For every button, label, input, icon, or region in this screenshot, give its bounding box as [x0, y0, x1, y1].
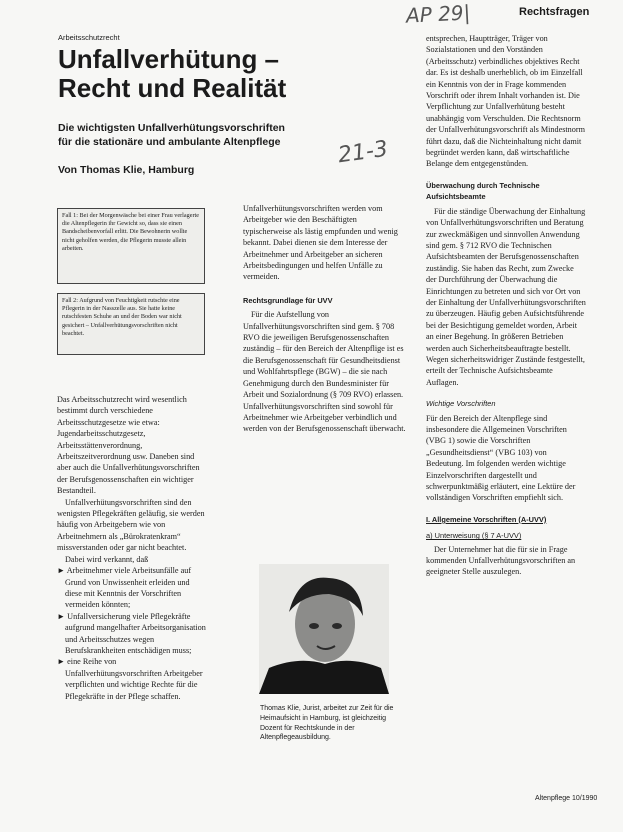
article-subtitle — [58, 122, 358, 149]
handwritten-marks: 21-3 — [336, 136, 390, 169]
subtitle-line-2: für die stationäre und ambulante Altenpflege — [58, 135, 281, 148]
subtitle-line-1: Die wichtigsten Unfallverhütungsvorschriften — [58, 122, 285, 134]
author-photo — [259, 564, 389, 694]
col3-heading-2: Wichtige Vorschriften — [426, 399, 496, 409]
column-1 — [57, 394, 207, 774]
section-label: Rechtsfragen — [519, 6, 590, 18]
portrait-icon — [259, 564, 389, 694]
case-box-1: Fall 1: Bei der Morgenwäsche bei einer Frau verlagerte die Altenpflegerin ihr Gewicht so, dass sie einen Bandscheibenvorfall erlitt. Die Bewohnerin wollte nicht geholfen werden, die Pflegerin musste allein arbeiten. — [57, 208, 205, 284]
col1-bullet-2: ► Unfallversicherung viele Pflegekräfte aufgrund mangelhafter Arbeitsorganisation und Arbeitsschutzes wegen Berufskrankheiten entschädigen muss; — [57, 611, 206, 655]
rubric-label: Arbeitsschutzrecht — [58, 33, 120, 42]
bullet-text: Arbeitnehmer viele Arbeitsunfälle auf Grund von Unwissenheit erleiden und diese mit Kenntnis der Vorschriften vermeiden könnten; — [65, 566, 192, 610]
handwritten-note: AP 29| — [405, 0, 471, 28]
case-box-2: Fall 2: Aufgrund von Feuchtigkeit rutschte eine Pflegerin in der Nasszelle aus. Sie hatte keine rutschfesten Schuhe an und der Boden war nicht gesichert – Unfallverhütungsvorschriften nicht beachtet. — [57, 293, 205, 355]
author-line: Von Thomas Klie, Hamburg — [58, 164, 195, 176]
bullet-text: eine Reihe von Unfallverhütungsvorschriften Arbeitgeber verpflichten und wichtige Rechte für die Pflegekräfte in der Pflege schaffen. — [65, 657, 203, 701]
col3-para-2: Für die ständige Überwachung der Einhaltung von Unfallverhütungsvorschriften und Beratung zur zweckmäßigen und sinnvollen Anwendung sind gem. § 712 RVO die Technischen Aufsichtsbeamten der Berufsgenossenschaften zuständig. Sie haben das Recht, zum Zwecke der Durchführung der Überwachung die Einrichtungen zu betreten und sich vor Ort von der Einhaltung der Unfallverhütungsvorschriften zu überzeugen. Häufig geben Aufsichtsführende bei der Besichtigung gemeldet worden, Arbeit an einer Begehung. In größeren Betrieben werden auch Sicherheitsbeauftragte bestellt. Wegen sicherheitswidriger Zustände festgestellt, erteilt der Technische Aufsichtsbeamte Auflagen. — [426, 206, 586, 387]
col1-bullet-1: ► Arbeitnehmer viele Arbeitsunfälle auf Grund von Unwissenheit erleiden und diese mit Kenntnis der Vorschriften vermeiden könnten; — [57, 566, 192, 610]
col2-para-2: Für die Aufstellung von Unfallverhütungsvorschriften sind gem. § 708 RVO die jeweiligen Berufsgenossenschaften zuständig – für den Bereich der Altenpflige ist es die Berufsgenossenschaft für Gesundheitsdienst und Wohlfahrtspflege (BGW) – die sie nach Genehmigung durch den Bundesminister für Arbeit und Sozialordnung (§ 709 RVO) erlassen. Unfallverhütungsvorschriften sind sowohl für Arbeitnehmer wie Arbeitgeber verbindlich und werden von der Berufsgenossenschaft überwacht. — [243, 310, 406, 434]
col2-heading-1: Rechtsgrundlage für UVV — [243, 295, 333, 305]
col3-para-3: Für den Bereich der Altenpflege sind insbesondere die Allgemeinen Vorschriften (VBG 1) sowie die Vorschriften „Gesundheitsdienst“ (VBG 103) von Bedeutung. Im folgenden werden wichtige Einzelvorschriften dargestellt und schwerpunktmäßig erläutert, eine Lektüre der vollständigen Vorschriften empfiehlt sich. — [426, 413, 576, 503]
article-title — [58, 45, 338, 103]
column-3 — [426, 33, 586, 788]
title-line-1: Unfallverhütung – — [58, 44, 280, 74]
column-2 — [243, 203, 406, 555]
col3-heading-1: Überwachung durch Technische Aufsichtsbeamte — [426, 180, 540, 202]
title-line-2: Recht und Realität — [58, 73, 287, 103]
bullet-text: Unfallversicherung viele Pflegekräfte aufgrund mangelhafter Arbeitsorganisation und Arbeitsschutzes wegen Berufskrankheiten entschädigen muss; — [65, 611, 206, 655]
col2-para-1: Unfallverhütungsvorschriften werden vom Arbeitgeber wie den Beschäftigten typischerweise als lästig empfunden und wenig bekannt. Dabei dienen sie dem Interesse der Arbeitnehmer und Arbeitgeber an sicheren Arbeitsbedingungen und helfen Unfälle zu vermeiden. — [243, 204, 398, 282]
col3-heading-3: I. Allgemeine Vorschriften (A-UVV) — [426, 514, 547, 524]
photo-caption: Thomas Klie, Jurist, arbeitet zur Zeit für die Heimaufsicht in Hamburg, ist gleichzeitig Dozent für Rechtskunde in der Altenpflegeausbildung. — [260, 705, 394, 742]
col1-para-2: Unfallverhütungsvorschriften sind den wenigsten Pflegekräften geläufig, sie werden häufig von Arbeitgebern wie von Arbeitnehmern als „Bürokratenkram“ missverstanden oder gar nicht beachtet. — [57, 497, 205, 553]
col3-para-4: Der Unternehmer hat die für sie in Frage kommenden Unfallverhütungsvorschriften an geeigneter Stelle auszulegen. — [426, 544, 576, 577]
col1-bullet-3: ► eine Reihe von Unfallverhütungsvorschriften Arbeitgeber verpflichten und wichtige Rechte für die Pflegekräfte in der Pflege schaffen. — [57, 657, 203, 701]
col1-para-1: Das Arbeitsschutzrecht wird wesentlich bestimmt durch verschiedene Arbeitsschutzgesetze wie etwa: Jugendarbeitsschutzgesetz, Arbeitsstättenverordnung, Arbeitszeitverordnung usw. Daneben sind aber auch die Unfallverhütungsvorschriften der Berufsgenossenschaften ein wichtiger Bestandteil. — [57, 395, 200, 496]
col3-subheading: a) Unterweisung (§ 7 A-UVV) — [426, 531, 522, 541]
col1-para-3: Dabei wird verkannt, daß — [65, 554, 149, 564]
col3-para-1: entsprechen, Hauptträger, Träger von Sozialstationen und den Vorständen (Arbeitsschutz) verbindliches objektives Recht dar. Es ist deshalb unerheblich, ob im Einzelfall ein Kenntnis von der in Frage kommenden Vorschrift oder ihrem Inhalt vorhanden ist. Die Verpflichtung zur Unfallverhütung besteht unabhängig vom Verschulden. Die Rechtsnorm der Unfallverhütungsvorschrift als Mindestnorm führt dazu, daß die Nichteinhaltung nicht damit begründet werden kann, daß wirtschaftliche Belange dem entgegenstünden. — [426, 34, 585, 169]
page-footer: Altenpflege 10/1990 — [535, 795, 598, 802]
